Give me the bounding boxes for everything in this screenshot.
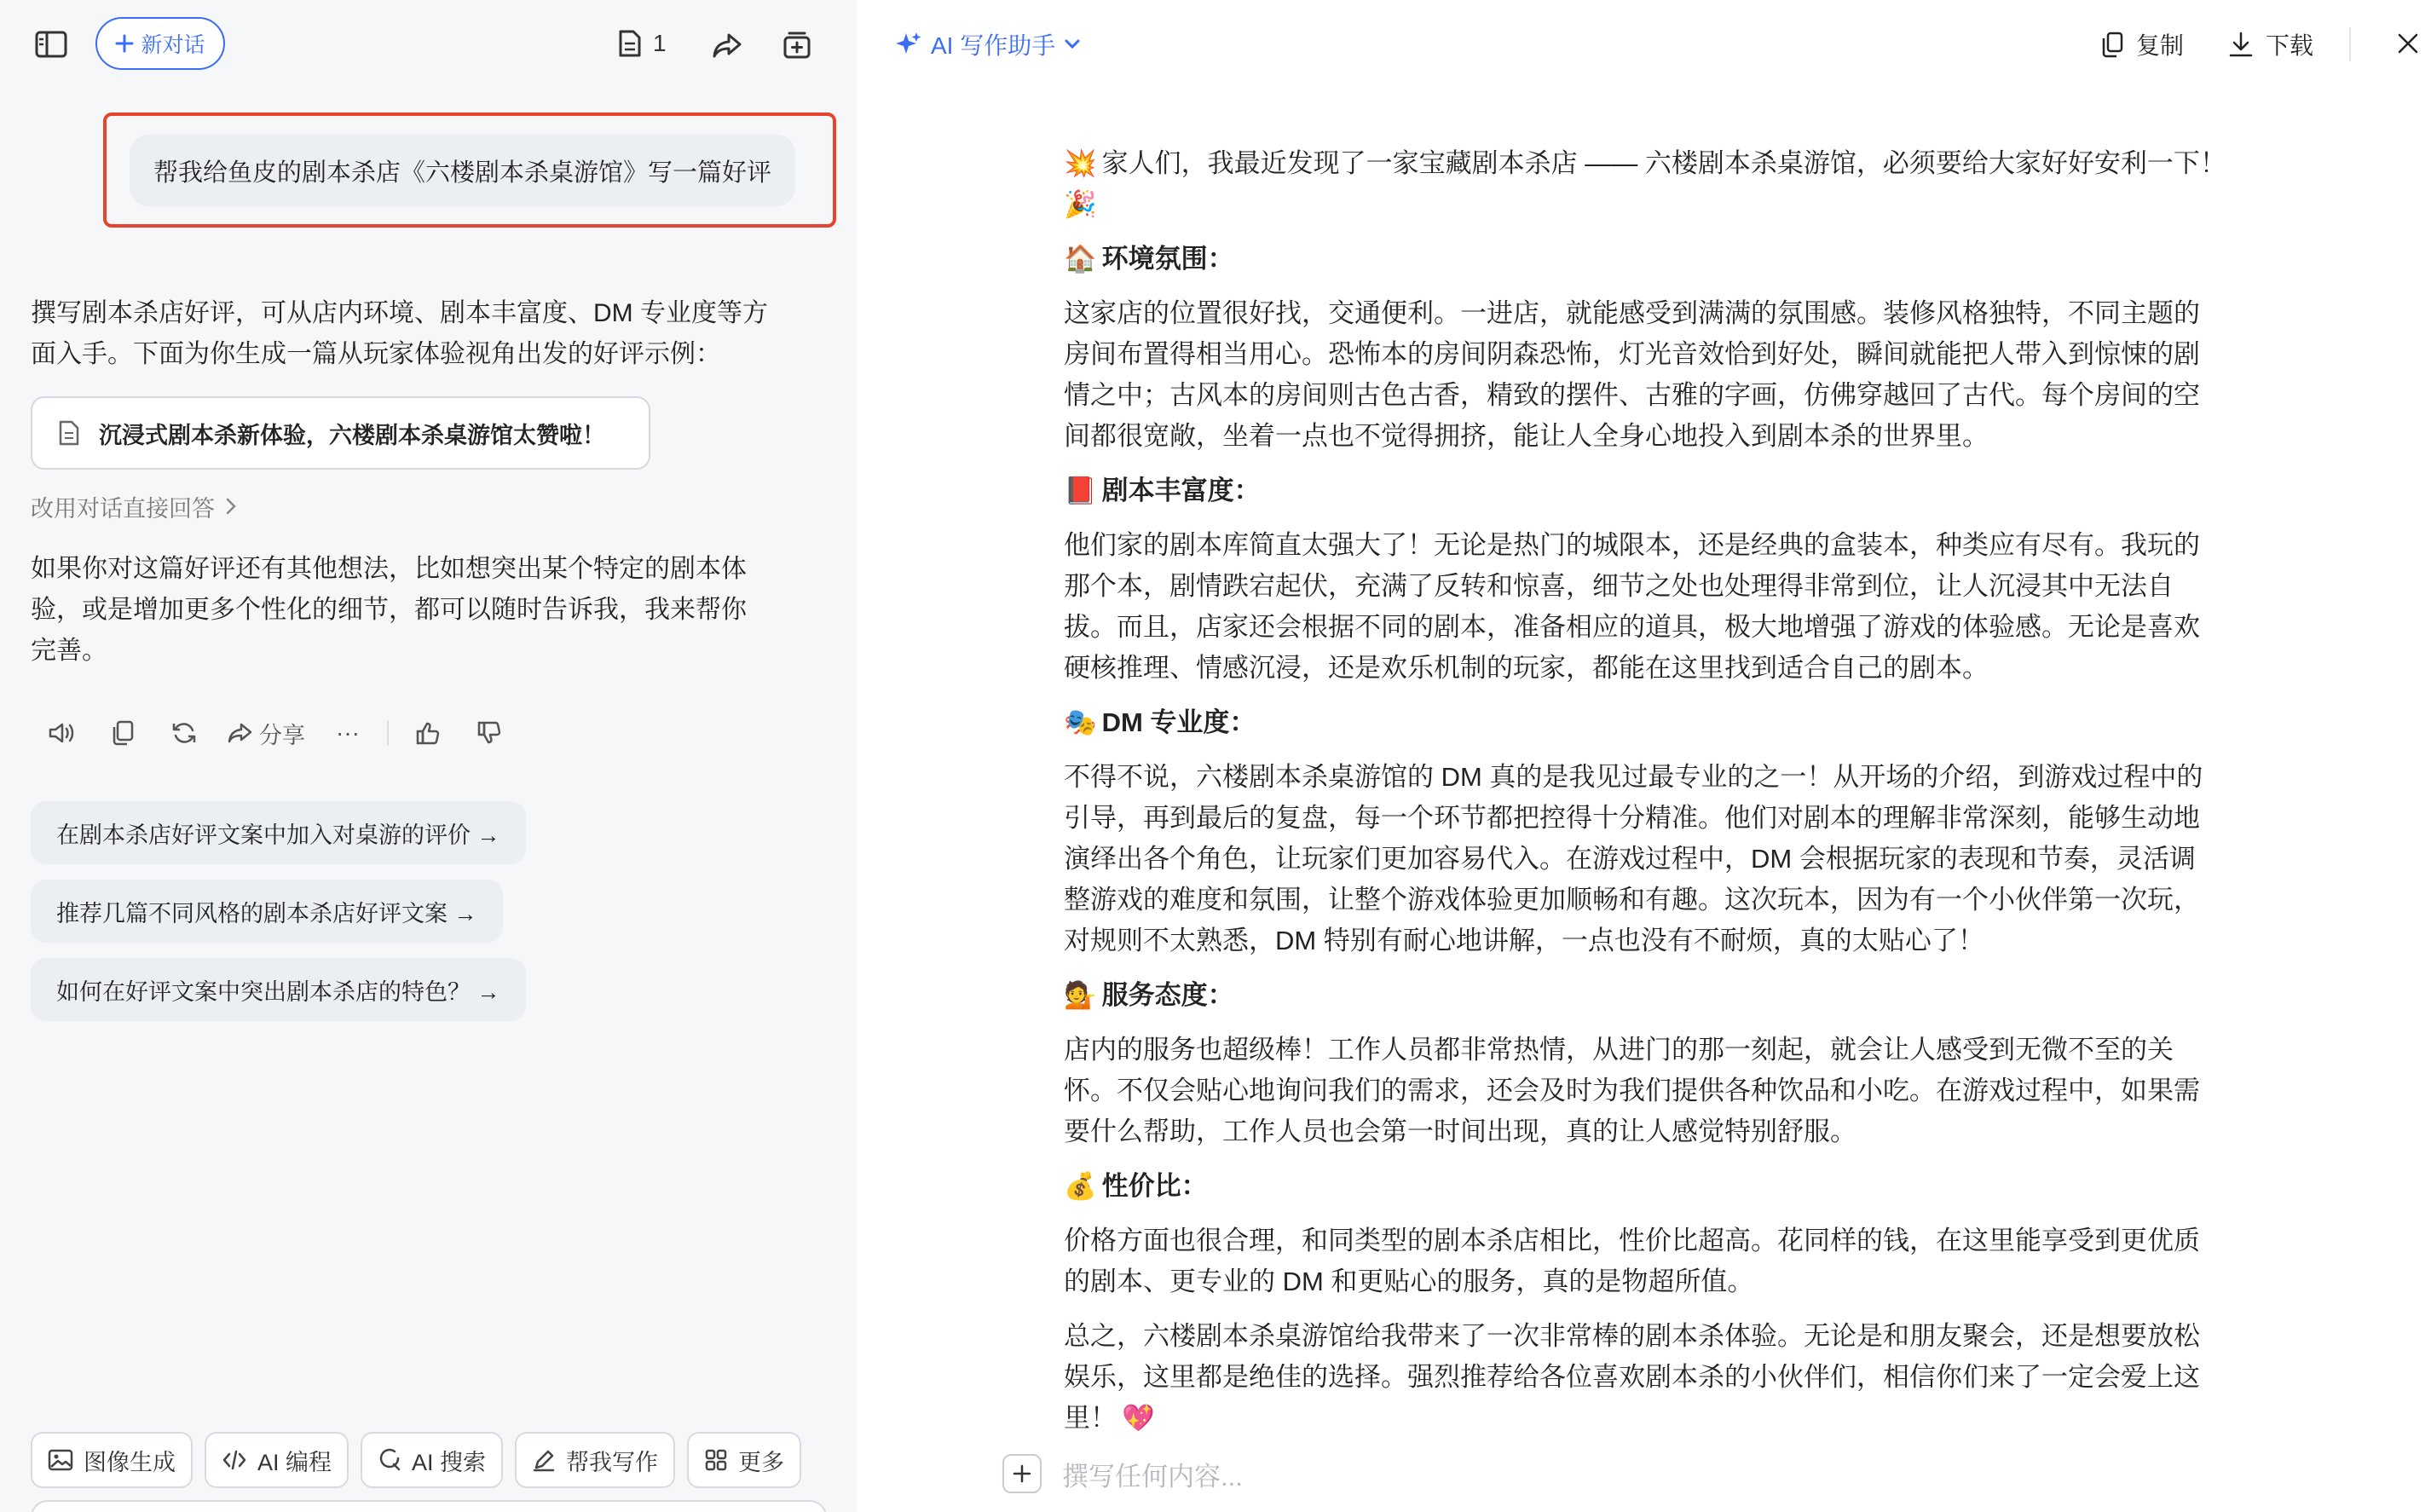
article-line: 里！ [1064, 1403, 1117, 1433]
article-line: 演绎出各个角色，让玩家们更加容易代入。在游戏过程中，DM 会根据玩家的表现和节奏，灵活调 [1064, 844, 2196, 874]
divider [387, 720, 389, 746]
article-line: 怀。不仅会贴心地询问我们的需求，还会及时为我们提供各种饮品和小吃。在游戏过程中，如果需 [1064, 1076, 2200, 1105]
article-line: 总之，六楼剧本杀桌游馆给我带来了一次非常棒的剧本杀体验。无论是和朋友聚会，还是想要放松 [1064, 1321, 2200, 1351]
tool-ai-coding[interactable] [205, 1432, 349, 1488]
article-line: 整游戏的难度和氛围，让整个游戏体验更加顺畅和有趣。这次玩本，因为有一个小伙伴第一次玩， [1064, 885, 2200, 915]
document-card[interactable] [31, 396, 650, 470]
chevron-down-icon [1064, 38, 1081, 50]
section-heading-text: 性价比： [1101, 1171, 1208, 1201]
reply-outro-line: 完善。 [31, 637, 107, 665]
article-line: 这家店的位置很好找，交通便利。一进店，就能感受到满满的氛围感。装修风格独特，不同主题的 [1064, 298, 2200, 328]
section-heading-text: DM 专业度： [1101, 707, 1256, 737]
tool-label: 更多 [738, 1449, 785, 1475]
copy-button[interactable] [2100, 24, 2184, 65]
new-chat-button[interactable] [95, 17, 225, 70]
more-options-label: ··· [336, 719, 360, 746]
section-heading [1064, 470, 2274, 511]
article-line: 房间布置得相当用心。恐怖本的房间阴森恐怖，灯光音效恰到好处，瞬间就能把人带入到惊悚的剧 [1064, 339, 2200, 369]
chat-panel [0, 0, 857, 1512]
user-message: 帮我给鱼皮的剧本杀店《六楼剧本杀桌游馆》写一篇好评 [130, 135, 795, 206]
masks-emoji: 🎭 [1064, 707, 1097, 738]
new-chat-label: 新对话 [141, 33, 205, 57]
boom-emoji: 💥 [1064, 148, 1097, 179]
share-conversation-icon[interactable] [707, 26, 747, 65]
copy-icon [2100, 31, 2124, 58]
tool-label: AI 搜索 [412, 1449, 487, 1475]
sidebar-toggle-icon[interactable] [31, 26, 72, 63]
section-heading [1064, 239, 2274, 280]
download-label: 下载 [2266, 32, 2314, 59]
plus-icon [115, 34, 134, 53]
article-line: 不得不说，六楼剧本杀桌游馆的 DM 真的是我见过最专业的之一！从开场的介绍，到游戏过程中的 [1064, 762, 2203, 792]
document-icon [58, 420, 80, 446]
close-icon[interactable] [2390, 26, 2426, 61]
article-line: 那个本，剧情跌宕起伏，充满了反转和惊喜，细节之处也处理得非常到位，让人沉浸其中无法自 [1064, 571, 2174, 601]
copy-label: 复制 [2136, 32, 2185, 59]
copy-icon[interactable] [92, 713, 153, 753]
article-conclusion-end [1064, 1398, 2274, 1439]
sparkle-icon [895, 31, 922, 58]
article-line: 间都很宽敞，坐着一点也不觉得拥挤，能让人全身心地投入到剧本杀的世界里。 [1064, 421, 1989, 451]
suggestion-chip[interactable]: 在剧本杀店好评文案中加入对桌游的评价 → [31, 801, 526, 864]
suggestion-chip[interactable]: 推荐几篇不同风格的剧本杀店好评文案 → [31, 880, 503, 943]
download-button[interactable] [2228, 24, 2313, 65]
assistant-title: AI 写作助手 [931, 32, 1056, 59]
regenerate-icon[interactable] [153, 713, 215, 753]
code-icon [222, 1449, 247, 1471]
heart-emoji: 💖 [1122, 1403, 1155, 1434]
search-icon [378, 1448, 401, 1472]
add-block-button[interactable] [1002, 1454, 1042, 1493]
book-emoji: 📕 [1064, 476, 1097, 506]
composer-input[interactable]: 撰写任何内容... [1062, 1461, 1243, 1492]
article-intro [1064, 143, 2274, 184]
document-card-title: 沉浸式剧本杀新体验，六楼剧本杀桌游馆太赞啦！ [99, 422, 605, 448]
chat-input[interactable] [31, 1500, 827, 1512]
plus-icon [1012, 1463, 1032, 1484]
section-heading-text: 环境氛围： [1101, 244, 1234, 274]
document-count: 1 [653, 30, 667, 56]
more-options-icon[interactable] [317, 713, 378, 753]
party-emoji: 🎉 [1064, 189, 1097, 220]
share-button[interactable] [215, 713, 317, 753]
house-emoji: 🏠 [1064, 244, 1097, 274]
tool-more[interactable] [687, 1432, 801, 1488]
add-to-collection-icon[interactable] [777, 26, 817, 65]
reply-intro-line: 面入手。下面为你生成一篇从玩家体验视角出发的好评示例： [31, 340, 721, 368]
suggestion-chip[interactable]: 如何在好评文案中突出剧本杀店的特色？ → [31, 958, 526, 1021]
thumbs-up-icon[interactable] [397, 713, 459, 753]
tool-bar [31, 1432, 801, 1488]
article [1064, 143, 2274, 1439]
direct-answer-label: 改用对话直接回答 [31, 495, 215, 522]
article-line: 情之中；古风本的房间则古色古香，精致的摆件、古雅的字画，仿佛穿越回了古代。每个房间的空 [1064, 380, 2200, 410]
money-emoji: 💰 [1064, 1171, 1097, 1202]
article-line: 硬核推理、情感沉浸，还是欢乐机制的玩家，都能在这里找到适合自己的剧本。 [1064, 653, 1989, 683]
tool-ai-search[interactable] [361, 1432, 503, 1488]
reply-outro-line: 验，或是增加更多个性化的细节，都可以随时告诉我，我来帮你 [31, 596, 747, 624]
speaker-icon[interactable] [31, 713, 92, 753]
image-icon [48, 1448, 73, 1472]
article-line: 家人们，我最近发现了一家宝藏剧本杀店 —— 六楼剧本杀桌游馆，必须要给大家好好安利一下！ [1101, 148, 2226, 178]
reply-outro [31, 549, 832, 672]
article-line: 价格方面也很合理，和同类型的剧本杀店相比，性价比超高。花同样的钱，在这里能享受到更优质 [1064, 1226, 2200, 1255]
share-icon [227, 722, 252, 744]
article-intro-cont [1064, 184, 2274, 225]
composer [1002, 1454, 1243, 1493]
chevron-right-icon [225, 497, 237, 516]
direct-answer-link[interactable] [31, 489, 237, 523]
documents-button[interactable] [617, 24, 667, 63]
section-heading-text: 剧本丰富度： [1101, 476, 1261, 505]
section-heading [1064, 975, 2274, 1016]
section-heading [1064, 702, 2274, 743]
download-icon [2228, 31, 2254, 58]
document-icon [617, 29, 643, 58]
article-line: 他们家的剧本库简直太强大了！无论是热门的城限本，还是经典的盒装本，种类应有尽有。我玩的 [1064, 530, 2200, 560]
article-line: 店内的服务也超级棒！工作人员都非常热情，从进门的那一刻起，就会让人感受到无微不至的关 [1064, 1035, 2174, 1065]
pen-icon [532, 1448, 556, 1472]
message-actions [31, 713, 520, 753]
article-line: 对规则不太熟悉，DM 特别有耐心地讲解，一点也没有不耐烦，真的太贴心了！ [1064, 926, 1984, 955]
tool-help-write[interactable] [515, 1432, 675, 1488]
thumbs-down-icon[interactable] [459, 713, 520, 753]
article-line: 要什么帮助，工作人员也会第一时间出现，真的让人感觉特别舒服。 [1064, 1117, 1856, 1146]
tool-label: AI 编程 [257, 1449, 332, 1475]
reply-intro [31, 293, 832, 375]
article-line: 娱乐，这里都是绝佳的选择。强烈推荐给各位喜欢剧本杀的小伙伴们，相信你们来了一定会爱上这 [1064, 1362, 2200, 1392]
section-heading-text: 服务态度： [1101, 980, 1234, 1010]
divider [2349, 27, 2351, 61]
tool-label: 图像生成 [84, 1449, 176, 1475]
article-line: 拔。而且，店家还会根据不同的剧本，准备相应的道具，极大地增强了游戏的体验感。无论是喜欢 [1064, 612, 2200, 642]
tool-label: 帮我写作 [566, 1449, 659, 1475]
share-label: 分享 [259, 722, 305, 748]
article-line: 的剧本、更专业的 DM 和更贴心的服务，真的是物超所值。 [1064, 1267, 1754, 1296]
article-line: 引导，再到最后的复盘，每一个环节都把控得十分精准。他们对剧本的理解非常深刻，能够生动地 [1064, 803, 2200, 833]
service-emoji: 💁 [1064, 980, 1097, 1011]
section-heading [1064, 1166, 2274, 1207]
reply-outro-line: 如果你对这篇好评还有其他想法，比如想突出某个特定的剧本体 [31, 555, 747, 583]
assistant-selector[interactable] [895, 26, 1081, 63]
tool-image-generation[interactable] [31, 1432, 193, 1488]
grid-icon [704, 1448, 728, 1472]
writing-panel [857, 0, 2431, 1512]
reply-intro-line: 撰写剧本杀店好评，可从店内环境、剧本丰富度、DM 专业度等方 [31, 299, 768, 327]
